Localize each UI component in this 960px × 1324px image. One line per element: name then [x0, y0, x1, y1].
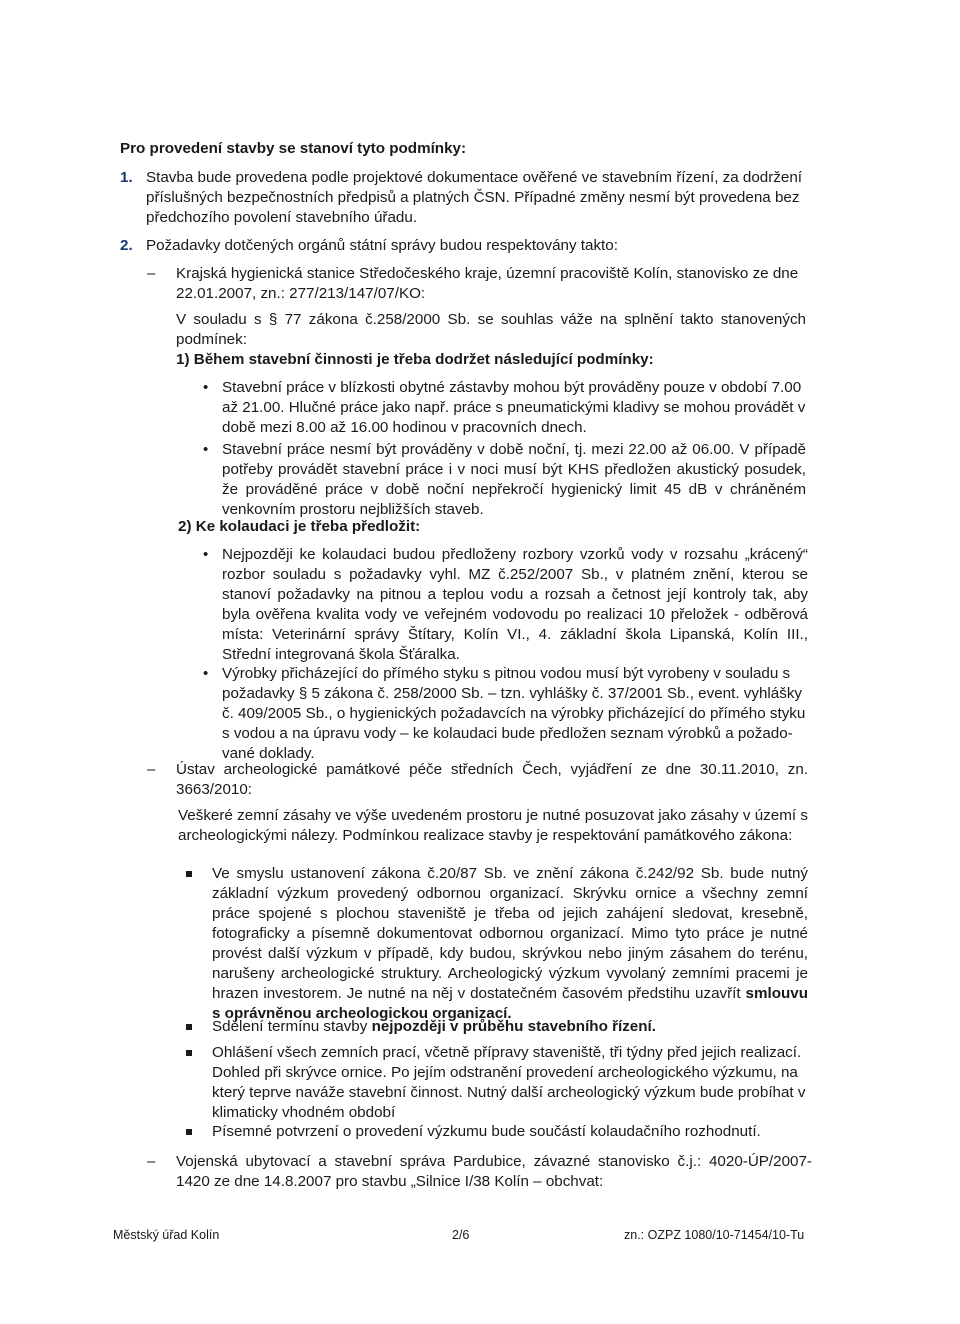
archeo-bullet-2-bold: nejpozději v průběhu stavebního řízení.	[371, 1018, 656, 1035]
bullet-dot: •	[203, 665, 209, 682]
khs-sub2-heading: 2) Ke kolaudaci je třeba předložit:	[178, 518, 421, 535]
vusp-dash: –	[147, 1153, 156, 1170]
bullet-dot: •	[203, 546, 209, 563]
khs-sub1-bullet-1: Stavební práce v blízkosti obytné zástavby mohou být prováděny pouze v období 7.00 až 21.00. Hlučné práce jako např. práce s pneumatickými kladivy se mohou provádět v době mezi 8.00 až 16.00 hodinou v pracovních dnech.	[222, 379, 806, 436]
archeo-text: Ústav archeologické památkové péče středních Čech, vyjádření ze dne 30.11.2010, zn. 3663/2010:	[176, 761, 808, 798]
khs-intro: V souladu s § 77 zákona č.258/2000 Sb. se souhlas váže na splnění takto stanovených podmínek:	[176, 311, 806, 348]
archeo-bullet-1-bold: smlouvu s oprávněnou archeologickou organizací.	[212, 985, 808, 1022]
archeo-bullet-2-text: Sdělení termínu stavby	[212, 1018, 368, 1035]
archeo-bullet-1	[212, 864, 808, 1024]
khs-sub1-heading: 1) Během stavební činnosti je třeba dodržet následující podmínky:	[176, 351, 654, 368]
khs-sub2-bullet-1: Nejpozději ke kolaudaci budou předloženy rozbory vzorků vody v rozsahu „krácený“ rozbor souladu s požadavky vyhl. MZ č.252/2007 Sb., v platném znění, kterou se stanoví požadavky na pitnou a teplou vodu a rozsah a četnost její kontroly tak, aby byla ověřena kvalita vody ve veřejném vodovodu po realizaci 10 přeložek - odběrová místa: Veterinární správy Štítary, Kolín VI., 4. základní škola Lipanská, Kolín III., Střední integrovaná škola Šťáralka.	[222, 546, 808, 663]
archeo-bullet-2	[212, 1017, 808, 1037]
khs-text: Krajská hygienická stanice Středočeského kraje, územní pracoviště Kolín, stanovisko ze dne 22.01.2007, zn.: 277/213/147/07/KO:	[176, 265, 799, 302]
archeo-bullet-4: Písemné potvrzení o provedení výzkumu bude součástí kolaudačního rozhodnutí.	[212, 1123, 761, 1140]
vusp-text: Vojenská ubytovací a stavební správa Pardubice, závazné stanovisko č.j.: 4020-ÚP/2007-1420 ze dne 14.8.2007 pro stavbu „Silnice I/38 Kolín – obchvat:	[176, 1153, 812, 1190]
archeo-dash: –	[147, 761, 156, 778]
archeo-bullet-3: Ohlášení všech zemních prací, včetně přípravy staveniště, tři týdny před jejich realizací. Dohled při skrývce ornice. Po jejím odstranění provedení archeologického výzkumu, na který teprve naváže stavební činnost. Nutný další archeologický výzkum bude probíhat v klimaticky vhodném období	[212, 1044, 806, 1121]
archeo-bullet-1-text: Ve smyslu ustanovení zákona č.20/87 Sb. ve znění zákona č.242/92 Sb. bude nutný základní výzkum provedený odbornou organizací. Skrývku ornice a všechny zemní práce spojené s plochou staveniště je třeba od jejich zahájení sledovat, kresebně, fotograficky a písemně dokumentovat odbornou organizací. Mimo tyto práce je nutné provést další výzkum v případě, kdy budou, skrývkou nebo jiným zásahem do terénu, narušeny archeologické struktury. Archeologický výzkum vyvolaný zemními pracemi je hrazen investorem. Je nutné na něj v dostatečném časovém předstihu uzavřít	[212, 865, 808, 1002]
item-2-text: Požadavky dotčených orgánů státní správy budou respektovány takto:	[146, 237, 618, 254]
item-2-number: 2.	[120, 237, 133, 254]
footer-office: Městský úřad Kolín	[113, 1228, 220, 1242]
khs-sub1-bullet-2: Stavební práce nesmí být prováděny v době noční, tj. mezi 22.00 až 06.00. V případě potřeby provádět stavební práce i v noci musí být KHS předložen akustický posudek, že prováděné práce v době noční nepřekročí hygienický limit 45 dB v chráněném venkovním prostoru nejbližších staveb.	[222, 441, 806, 518]
bullet-dot: •	[203, 441, 209, 458]
square-bullet	[186, 1024, 192, 1030]
item-1-number: 1.	[120, 169, 133, 186]
footer-reference: zn.: OZPZ 1080/10-71454/10-Tu	[624, 1228, 805, 1242]
khs-dash: –	[147, 265, 156, 282]
square-bullet	[186, 1129, 192, 1135]
footer-page-number: 2/6	[452, 1228, 470, 1242]
conditions-heading: Pro provedení stavby se stanoví tyto podmínky:	[120, 140, 467, 157]
square-bullet	[186, 1050, 192, 1056]
archeo-intro: Veškeré zemní zásahy ve výše uvedeném prostoru je nutné posuzovat jako zásahy v území s archeologickými nálezy. Podmínkou realizace stavby je respektování památkového zákona:	[178, 807, 808, 844]
square-bullet	[186, 871, 192, 877]
item-1-text: Stavba bude provedena podle projektové dokumentace ověřené ve stavebním řízení, za dodržení příslušných bezpečnostních předpisů a platných ČSN. Případné změny nesmí být provedena bez předchozího povolení stavebního úřadu.	[146, 169, 803, 226]
bullet-dot: •	[203, 379, 209, 396]
khs-sub2-bullet-2: Výrobky přicházející do přímého styku s pitnou vodou musí být vyrobeny v souladu s požadavky § 5 zákona č. 258/2000 Sb. – tzn. vyhlášky č. 37/2001 Sb., event. vyhlášky č. 409/2005 Sb., o hygienických požadavcích na výrobky přicházející do přímého styku s vodou a na úpravu vody – ke kolaudaci bude předložen seznam výrobků a požado-vané doklady.	[222, 665, 806, 762]
